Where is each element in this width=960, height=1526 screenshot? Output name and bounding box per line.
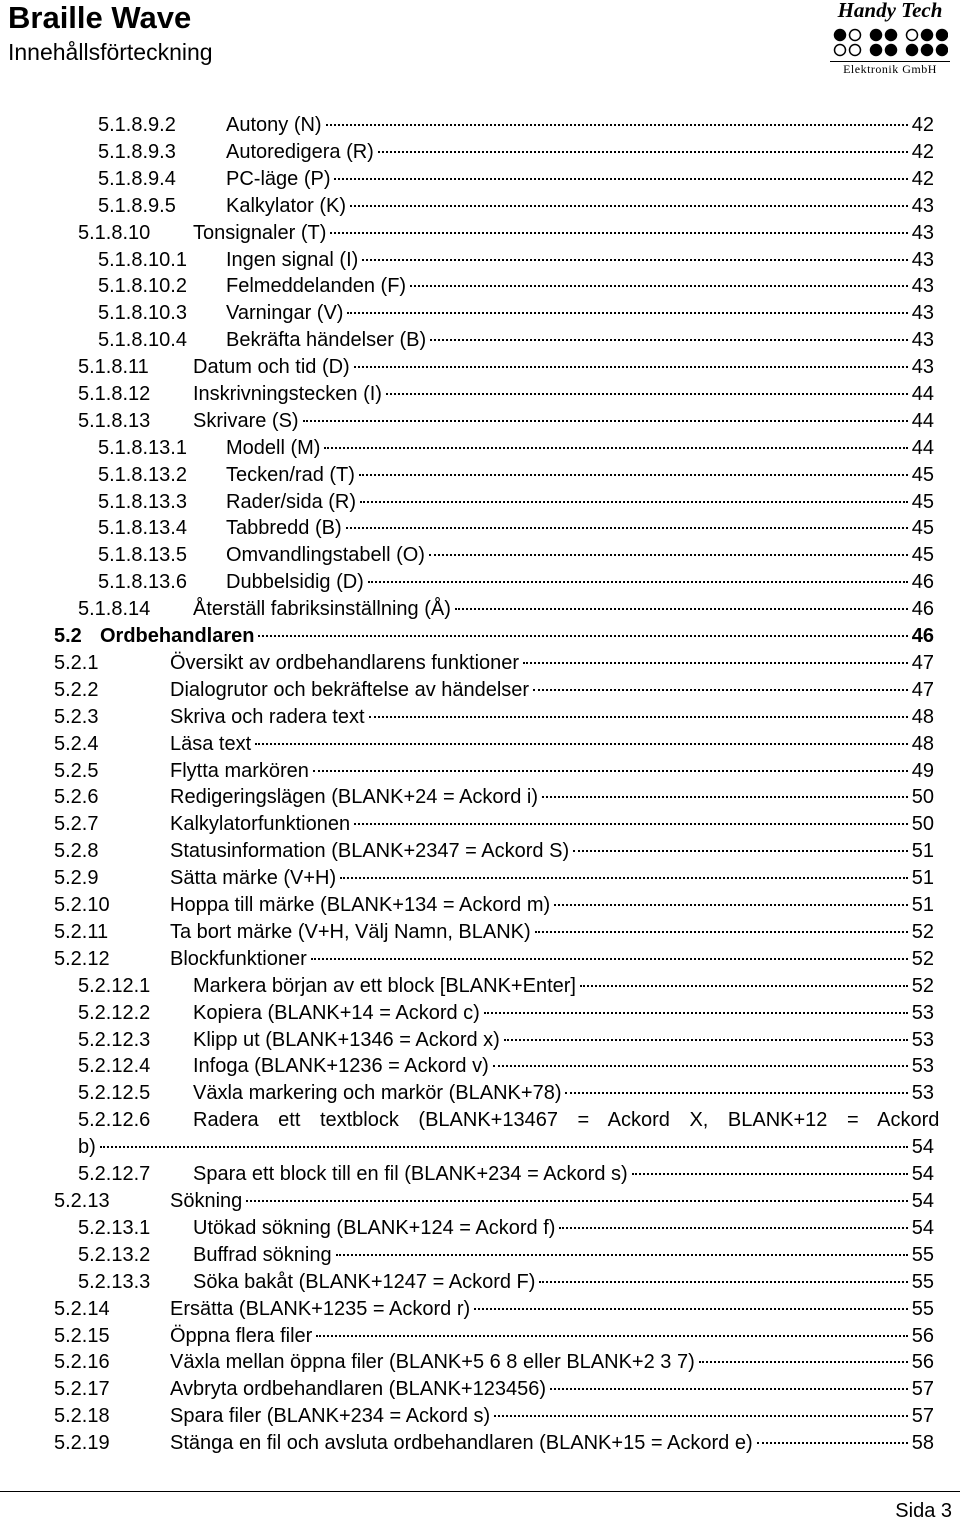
- toc-entry-title: Sätta märke (V+H): [170, 867, 337, 889]
- toc-entry-number: 5.1.8.10.3: [98, 302, 187, 324]
- toc-entry-title: Stänga en fil och avsluta ordbehandlaren (BLANK+15 = Ackord e): [170, 1432, 753, 1454]
- toc-entry-page: 48: [911, 733, 934, 755]
- toc-entry-title: Buffrad sökning: [193, 1244, 332, 1266]
- toc-entry-number: 5.2.12.1: [78, 975, 151, 997]
- toc-entry-page: 43: [911, 356, 934, 378]
- toc-entry-title: Omvandlingstabell (O): [226, 544, 425, 566]
- page-number: Sida 3: [895, 1500, 952, 1522]
- dot-leader: [330, 232, 907, 234]
- toc-entry-title: Sökning: [170, 1190, 243, 1212]
- toc-entry[interactable]: [0, 462, 960, 488]
- footer-divider: [0, 1491, 960, 1492]
- dot-leader: [699, 1361, 908, 1363]
- toc-entry[interactable]: [0, 542, 960, 568]
- toc-entry-title: Tabbredd (B): [226, 517, 342, 539]
- toc-entry-number: 5.2.10: [54, 894, 110, 916]
- toc-entry-continuation[interactable]: [0, 1134, 960, 1160]
- toc-entry-title: Flytta markören: [170, 760, 309, 782]
- toc-entry[interactable]: [0, 381, 960, 407]
- dot-leader: [255, 743, 908, 745]
- dot-leader: [347, 312, 907, 314]
- toc-entry[interactable]: [0, 1242, 960, 1268]
- toc-entry-title: Kalkylator (K): [226, 195, 347, 217]
- toc-entry-title: Utökad sökning (BLANK+124 = Ackord f): [193, 1217, 556, 1239]
- toc-entry-title: Växla mellan öppna filer (BLANK+5 6 8 eller BLANK+2 3 7): [170, 1351, 695, 1373]
- dot-leader: [313, 770, 908, 772]
- toc-entry-number: 5.1.8.9.2: [98, 114, 176, 136]
- toc-entry[interactable]: [0, 273, 960, 299]
- toc-entry[interactable]: [0, 1188, 960, 1214]
- toc-entry-page: 47: [911, 679, 934, 701]
- toc-entry-number: 5.2.15: [54, 1325, 110, 1347]
- toc-entry-number: 5.2.14: [54, 1298, 110, 1320]
- dot-leader: [334, 178, 907, 180]
- dot-leader: [359, 474, 908, 476]
- toc-entry-title: Spara filer (BLANK+234 = Ackord s): [170, 1405, 491, 1427]
- toc-entry-number: 5.1.8.13.3: [98, 491, 187, 513]
- toc-entry-page: 48: [911, 706, 934, 728]
- toc-entry-title: Statusinformation (BLANK+2347 = Ackord S): [170, 840, 570, 862]
- toc-entry-number: 5.2.8: [54, 840, 99, 862]
- toc-entry-page: 57: [911, 1405, 934, 1427]
- dot-leader: [324, 447, 907, 449]
- toc-entry-title: Radera ett textblock (BLANK+13467 = Ackord X, BLANK+12 = Ackord: [193, 1109, 940, 1131]
- toc-entry-page: 52: [911, 921, 934, 943]
- toc-entry-number: 5.2.11: [54, 921, 109, 943]
- toc-entry-title: Växla markering och markör (BLANK+78): [193, 1082, 562, 1104]
- toc-entry-number: 5.1.8.10.2: [98, 275, 187, 297]
- toc-entry-page: 55: [911, 1244, 934, 1266]
- toc-entry-page: 47: [911, 652, 934, 674]
- toc-entry[interactable]: [0, 139, 960, 165]
- toc-entry-page: 50: [911, 813, 934, 835]
- toc-entry-page: 45: [911, 517, 934, 539]
- toc-entry-number: 5.2.3: [54, 706, 99, 728]
- dot-leader: [410, 285, 908, 287]
- logo-company-text: Elektronik GmbH: [843, 62, 937, 76]
- toc-entry-number: 5.2.7: [54, 813, 99, 835]
- toc-entry-number: 5.2.12.6: [78, 1109, 151, 1131]
- toc-entry-page: 58: [911, 1432, 934, 1454]
- dot-leader: [533, 689, 908, 691]
- toc-entry[interactable]: [0, 892, 960, 918]
- toc-entry-number: 5.2.12.4: [78, 1055, 151, 1077]
- toc-entry-number: 5.1.8.13.5: [98, 544, 187, 566]
- toc-entry-number: 5.1.8.13.4: [98, 517, 187, 539]
- toc-entry-number: 5.2.16: [54, 1351, 110, 1373]
- toc-entry[interactable]: [0, 489, 960, 515]
- toc-entry-number: 5.2: [54, 625, 82, 647]
- toc-entry-title: Återställ fabriksinställning (Å): [193, 598, 451, 620]
- dot-leader: [474, 1308, 908, 1310]
- toc-entry-title: Rader/sida (R): [226, 491, 357, 513]
- toc-entry-page: 43: [911, 195, 934, 217]
- dot-leader: [539, 1281, 907, 1283]
- toc-entry-number: 5.2.17: [54, 1378, 110, 1400]
- toc-entry-number: 5.2.12.5: [78, 1082, 151, 1104]
- toc-entry-page: 55: [911, 1271, 934, 1293]
- toc-entry-page: 49: [911, 760, 934, 782]
- toc-entry[interactable]: [0, 704, 960, 730]
- toc-entry[interactable]: [0, 193, 960, 219]
- dot-leader: [632, 1173, 908, 1175]
- toc-entry-title: Spara ett block till en fil (BLANK+234 = Ackord s): [193, 1163, 628, 1185]
- toc-entry[interactable]: [0, 1053, 960, 1079]
- dot-leader: [354, 823, 908, 825]
- toc-entry-title: Avbryta ordbehandlaren (BLANK+123456): [170, 1378, 546, 1400]
- dot-leader: [360, 501, 908, 503]
- toc-entry-page: 53: [911, 1055, 934, 1077]
- toc-entry-page: 46: [911, 598, 934, 620]
- dot-leader: [554, 904, 908, 906]
- toc-entry-page: 44: [911, 383, 934, 405]
- toc-entry-title: Kalkylatorfunktionen: [170, 813, 351, 835]
- toc-entry-page: 42: [911, 114, 934, 136]
- toc-entry[interactable]: [0, 166, 960, 192]
- toc-entry-page: 56: [911, 1351, 934, 1373]
- toc-entry[interactable]: [0, 650, 960, 676]
- toc-entry-title: Tecken/rad (T): [226, 464, 355, 486]
- toc-entry-number: 5.2.2: [54, 679, 99, 701]
- toc-entry-page: 43: [911, 222, 934, 244]
- toc-entry-page: 54: [911, 1217, 934, 1239]
- dot-leader: [523, 662, 908, 664]
- toc-entry-title: Blockfunktioner: [170, 948, 307, 970]
- toc-entry[interactable]: [0, 758, 960, 784]
- toc-entry[interactable]: [0, 1430, 960, 1456]
- toc-entry-title: Autony (N): [226, 114, 322, 136]
- toc-entry[interactable]: [0, 300, 960, 326]
- dot-leader: [455, 608, 908, 610]
- toc-entry-title: Kopiera (BLANK+14 = Ackord c): [193, 1002, 480, 1024]
- dot-leader: [493, 1065, 908, 1067]
- toc-entry-number: 5.2.1: [54, 652, 99, 674]
- toc-entry-number: 5.1.8.9.5: [98, 195, 176, 217]
- toc-entry-title: Felmeddelanden (F): [226, 275, 407, 297]
- toc-entry[interactable]: [0, 1107, 960, 1133]
- toc-entry-title: Redigeringslägen (BLANK+24 = Ackord i): [170, 786, 538, 808]
- toc-entry-page: 44: [911, 437, 934, 459]
- toc-entry-page: 52: [911, 948, 934, 970]
- toc-entry-page: 53: [911, 1029, 934, 1051]
- toc-entry-title: Skriva och radera text: [170, 706, 365, 728]
- toc-entry[interactable]: [0, 919, 960, 945]
- toc-entry-number: 5.2.6: [54, 786, 99, 808]
- toc-entry-page: 45: [911, 544, 934, 566]
- toc-entry-page: 52: [911, 975, 934, 997]
- toc-entry[interactable]: [0, 1296, 960, 1322]
- handy-tech-logo: [830, 0, 950, 80]
- toc-entry-page: 55: [911, 1298, 934, 1320]
- toc-entry[interactable]: [0, 247, 960, 273]
- toc-entry[interactable]: [0, 112, 960, 138]
- toc-entry-number: 5.2.13.3: [78, 1271, 151, 1293]
- toc-entry[interactable]: [0, 811, 960, 837]
- toc-entry[interactable]: [0, 1027, 960, 1053]
- toc-entry-number: 5.2.4: [54, 733, 99, 755]
- dot-leader: [354, 366, 908, 368]
- toc-entry-title: Läsa text: [170, 733, 252, 755]
- toc-entry-number: 5.2.12: [54, 948, 110, 970]
- dot-leader: [378, 151, 908, 153]
- toc-entry-title-continued: b): [78, 1136, 96, 1158]
- toc-entry-title: Autoredigera (R): [226, 141, 374, 163]
- dot-leader: [303, 420, 908, 422]
- toc-entry-page: 42: [911, 168, 934, 190]
- toc-entry-title: Öppna flera filer: [170, 1325, 313, 1347]
- toc-entry-page: 54: [911, 1163, 934, 1185]
- toc-entry[interactable]: [0, 596, 960, 622]
- toc-entry-page: 45: [911, 464, 934, 486]
- dot-leader: [258, 635, 907, 637]
- toc-entry[interactable]: [0, 515, 960, 541]
- toc-entry-page: 51: [911, 894, 934, 916]
- toc-entry-title: Markera början av ett block [BLANK+Enter]: [193, 975, 576, 997]
- toc-entry[interactable]: [0, 623, 960, 649]
- toc-entry[interactable]: [0, 569, 960, 595]
- toc-entry[interactable]: [0, 946, 960, 972]
- toc-entry-number: 5.1.8.9.4: [98, 168, 176, 190]
- toc-entry[interactable]: [0, 408, 960, 434]
- toc-entry-title: Dubbelsidig (D): [226, 571, 364, 593]
- toc-entry-title: Ordbehandlaren: [100, 625, 255, 647]
- toc-entry[interactable]: [0, 731, 960, 757]
- dot-leader: [369, 716, 908, 718]
- dot-leader: [494, 1415, 908, 1417]
- toc-entry-page: 54: [911, 1190, 934, 1212]
- dot-leader: [316, 1335, 907, 1337]
- toc-entry-page: 43: [911, 249, 934, 271]
- toc-entry-number: 5.2.12.7: [78, 1163, 151, 1185]
- toc-entry-number: 5.1.8.11: [78, 356, 149, 378]
- toc-entry-number: 5.2.13: [54, 1190, 110, 1212]
- toc-entry-number: 5.1.8.13: [78, 410, 151, 432]
- toc-entry-number: 5.2.19: [54, 1432, 110, 1454]
- dot-leader: [386, 393, 908, 395]
- dot-leader: [346, 527, 908, 529]
- dot-leader: [340, 877, 908, 879]
- toc-entry-title: Bekräfta händelser (B): [226, 329, 427, 351]
- dot-leader: [550, 1388, 908, 1390]
- toc-entry-number: 5.1.8.10.4: [98, 329, 187, 351]
- toc-entry-page: 56: [911, 1325, 934, 1347]
- dot-leader: [311, 958, 908, 960]
- dot-leader: [429, 554, 908, 556]
- document-subtitle: Innehållsförteckning: [8, 39, 213, 65]
- dot-leader: [580, 985, 908, 987]
- toc-entry-page: 43: [911, 329, 934, 351]
- toc-entry-title: Söka bakåt (BLANK+1247 = Ackord F): [193, 1271, 536, 1293]
- toc-entry[interactable]: [0, 865, 960, 891]
- toc-entry[interactable]: [0, 1269, 960, 1295]
- toc-entry-title: Inskrivningstecken (I): [193, 383, 382, 405]
- toc-entry-number: 5.2.12.3: [78, 1029, 151, 1051]
- dot-leader: [336, 1254, 908, 1256]
- toc-entry-number: 5.2.12.2: [78, 1002, 151, 1024]
- dot-leader: [559, 1227, 907, 1229]
- toc-entry[interactable]: [0, 1376, 960, 1402]
- toc-entry-page: 46: [911, 625, 934, 647]
- braille-dots-icon: [832, 28, 948, 58]
- toc-entry-title: Klipp ut (BLANK+1346 = Ackord x): [193, 1029, 500, 1051]
- toc-entry-page: 57: [911, 1378, 934, 1400]
- dot-leader: [542, 796, 908, 798]
- toc-entry-number: 5.1.8.14: [78, 598, 151, 620]
- toc-entry[interactable]: [0, 973, 960, 999]
- toc-entry-title: Varningar (V): [226, 302, 344, 324]
- toc-entry-title: Infoga (BLANK+1236 = Ackord v): [193, 1055, 489, 1077]
- toc-entry-title: Dialogrutor och bekräftelse av händelser: [170, 679, 530, 701]
- toc-entry-title: Datum och tid (D): [193, 356, 350, 378]
- dot-leader: [350, 205, 908, 207]
- toc-entry-page: 50: [911, 786, 934, 808]
- toc-entry[interactable]: [0, 1215, 960, 1241]
- toc-entry-number: 5.1.8.13.2: [98, 464, 187, 486]
- toc-entry-page: 43: [911, 275, 934, 297]
- dot-leader: [326, 124, 908, 126]
- dot-leader: [362, 259, 907, 261]
- toc-entry-title: Ingen signal (I): [226, 249, 359, 271]
- dot-leader: [100, 1146, 908, 1148]
- toc-entry[interactable]: [0, 1403, 960, 1429]
- toc-entry-title: Skrivare (S): [193, 410, 299, 432]
- toc-entry-page: 51: [911, 867, 934, 889]
- toc-entry-number: 5.2.9: [54, 867, 99, 889]
- toc-entry[interactable]: [0, 677, 960, 703]
- toc-entry[interactable]: [0, 1349, 960, 1375]
- toc-entry-page: 46: [911, 571, 934, 593]
- toc-entry-title: Ersätta (BLANK+1235 = Ackord r): [170, 1298, 471, 1320]
- dot-leader: [484, 1012, 908, 1014]
- dot-leader: [535, 931, 908, 933]
- dot-leader: [565, 1092, 907, 1094]
- document-title: Braille Wave: [8, 0, 192, 35]
- toc-entry-number: 5.1.8.12: [78, 383, 151, 405]
- toc-entry-title: PC-läge (P): [226, 168, 331, 190]
- logo-brand-text: Handy Tech: [837, 0, 943, 22]
- toc-entry-page: 53: [911, 1002, 934, 1024]
- toc-entry-number: 5.1.8.9.3: [98, 141, 176, 163]
- toc-entry-number: 5.1.8.10.1: [98, 249, 187, 271]
- toc-entry-number: 5.1.8.10: [78, 222, 151, 244]
- toc-entry-number: 5.2.5: [54, 760, 99, 782]
- toc-entry-number: 5.2.13.1: [78, 1217, 151, 1239]
- toc-entry-title: Tonsignaler (T): [193, 222, 327, 244]
- toc-entry[interactable]: [0, 1000, 960, 1026]
- dot-leader: [504, 1039, 908, 1041]
- toc-entry[interactable]: [0, 435, 960, 461]
- toc-entry-page: 44: [911, 410, 934, 432]
- toc-entry[interactable]: [0, 838, 960, 864]
- toc-entry-page: 51: [911, 840, 934, 862]
- dot-leader: [368, 581, 908, 583]
- toc-entry[interactable]: [0, 1161, 960, 1187]
- toc-entry[interactable]: [0, 784, 960, 810]
- toc-entry-title: Hoppa till märke (BLANK+134 = Ackord m): [170, 894, 551, 916]
- toc-entry-title: Modell (M): [226, 437, 321, 459]
- toc-entry-number: 5.2.13.2: [78, 1244, 151, 1266]
- toc-entry-number: 5.1.8.13.6: [98, 571, 187, 593]
- toc-entry-page: 45: [911, 491, 934, 513]
- toc-entry[interactable]: [0, 220, 960, 246]
- toc-entry-page: 53: [911, 1082, 934, 1104]
- toc-entry-page: 43: [911, 302, 934, 324]
- dot-leader: [757, 1442, 908, 1444]
- dot-leader: [246, 1200, 907, 1202]
- toc-entry-title: Översikt av ordbehandlarens funktioner: [170, 652, 520, 674]
- toc-entry[interactable]: [0, 354, 960, 380]
- toc-entry-title: Ta bort märke (V+H, Välj Namn, BLANK): [170, 921, 531, 943]
- dot-leader: [573, 850, 908, 852]
- toc-entry[interactable]: [0, 1080, 960, 1106]
- toc-entry[interactable]: [0, 327, 960, 353]
- toc-entry-page: 54: [911, 1136, 934, 1158]
- toc-entry-page: 42: [911, 141, 934, 163]
- dot-leader: [430, 339, 908, 341]
- toc-entry[interactable]: [0, 1323, 960, 1349]
- toc-entry-number: 5.1.8.13.1: [98, 437, 187, 459]
- toc-entry-number: 5.2.18: [54, 1405, 110, 1427]
